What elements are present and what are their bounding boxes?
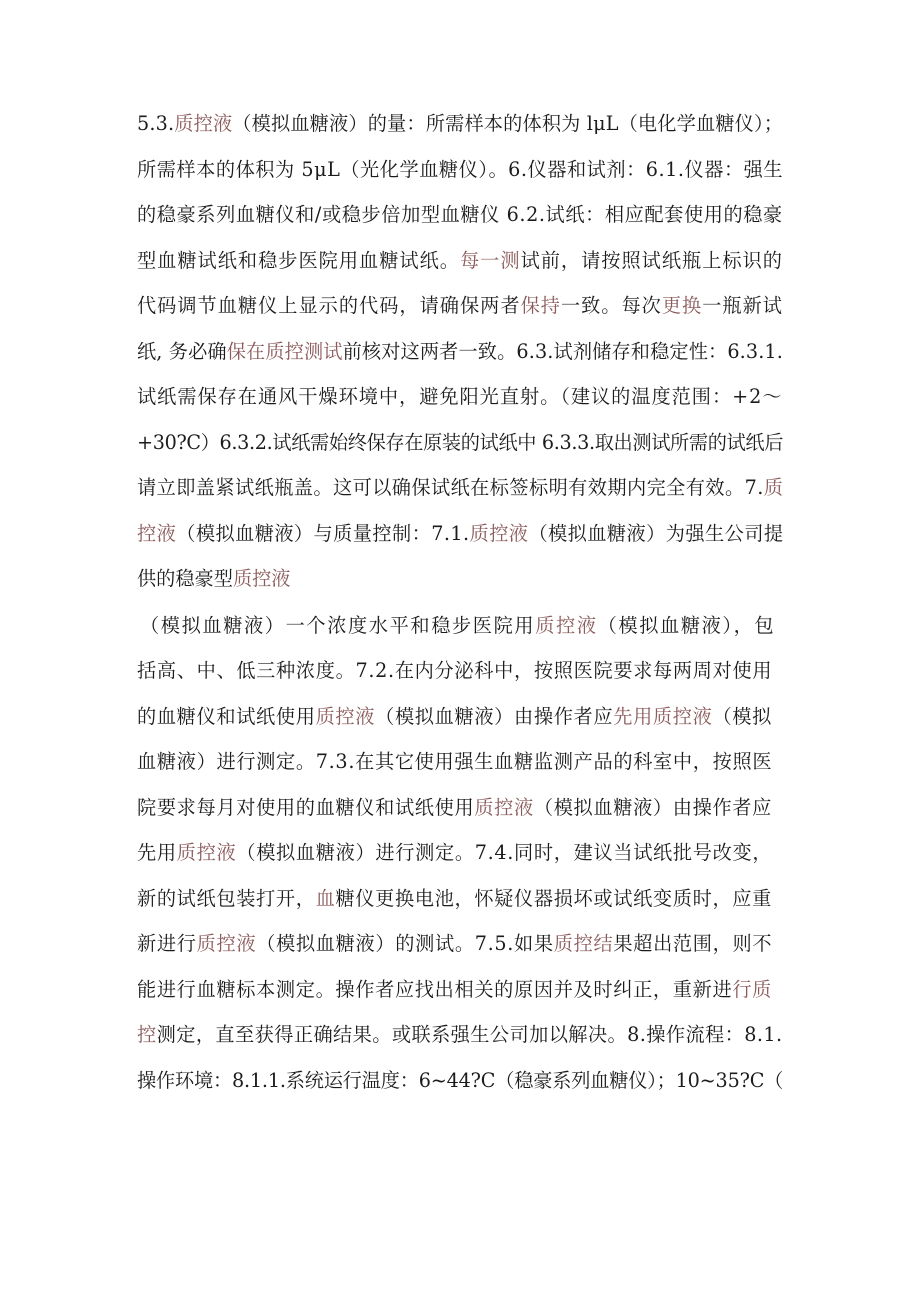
text-segment: 一瓶新试: [702, 294, 783, 317]
highlighted-term: 保持: [520, 294, 561, 317]
text-segment: 操作环境：8.1.1.系统运行温度：6~44?C（稳豪系列血糖仪）；10~35?C（: [137, 1069, 784, 1092]
text-segment: 能进行血糖标本测定。操作者应找出相关的原因并及时纠正，重新进: [137, 978, 733, 1001]
text-segment: 先用: [137, 841, 177, 864]
text-line: [137, 385, 783, 409]
highlighted-term: 行质: [732, 978, 772, 1001]
highlighted-term: 质: [763, 476, 784, 499]
text-segment: 果超出范围，则不: [613, 932, 773, 955]
text-line: [137, 476, 783, 500]
text-line: [137, 340, 783, 364]
highlighted-term: 质控结: [553, 932, 614, 955]
text-segment: 测定，直至获得正确结果。或联系强生公司加以解决。8.操作流程：8.1.: [156, 1023, 783, 1046]
text-segment: 所需样本的体积为 5μL（光化学血糖仪）。6.仪器和试剂：6.1.仪器：强生: [137, 158, 784, 181]
text-line: [137, 112, 783, 136]
highlighted-term: 每一测: [460, 249, 521, 272]
text-segment: 的血糖仪和试纸使用: [137, 705, 316, 728]
text-segment: （模拟血糖液）由操作者应: [533, 796, 772, 819]
text-line: [137, 932, 772, 956]
text-line: [137, 796, 772, 820]
text-segment: 新的试纸包装打开，: [137, 887, 316, 910]
text-segment: 新进行: [137, 932, 197, 955]
text-line: [137, 522, 783, 546]
text-segment: 5.3.: [137, 112, 175, 135]
text-line: [137, 887, 772, 911]
text-segment: 前核对这两者一致。6.3.试剂储存和稳定性：6.3.1.: [342, 340, 783, 363]
text-line: [137, 249, 783, 273]
text-segment: 请立即盖紧试纸瓶盖。这可以确保试纸在标签标明有效期内完全有效。7.: [137, 476, 764, 499]
text-line: [137, 431, 783, 455]
highlighted-term: 保在质控测试: [226, 340, 343, 363]
text-line: [137, 567, 291, 591]
text-segment: 试前，请按照试纸瓶上标识的: [520, 249, 783, 272]
highlighted-term: 控液: [137, 522, 177, 545]
highlighted-term: 质控液: [315, 705, 376, 728]
text-segment: 血糖液）进行测定。7.3.在其它使用强生血糖监测产品的科室中，按照医: [137, 750, 773, 773]
text-line: [137, 841, 772, 865]
text-line: [137, 750, 772, 774]
text-segment: （模拟: [712, 705, 772, 728]
text-segment: 糖仪更换电池，怀疑仪器损坏或试纸变质时，应重: [335, 887, 772, 910]
text-line: [137, 158, 783, 182]
text-segment: （模拟血糖液）由操作者应: [375, 705, 614, 728]
highlighted-term: 控: [137, 1023, 157, 1046]
text-line: [137, 978, 772, 1002]
text-line: [140, 614, 775, 638]
highlighted-term: 质控液: [474, 796, 534, 819]
text-segment: 纸, 务必确: [137, 340, 227, 363]
highlighted-term: 质控液: [174, 112, 233, 135]
text-segment: 的稳豪系列血糖仪和/或稳步倍加型血糖仪 6.2.试纸：相应配套使用的稳豪: [137, 203, 783, 226]
text-line: [137, 203, 783, 227]
text-line: [137, 294, 783, 318]
text-segment: 院要求每月对使用的血糖仪和试纸使用: [137, 796, 475, 819]
text-segment: （模拟血糖液）一个浓度水平和稳步医院用: [140, 614, 536, 637]
text-segment: 括高、中、低三种浓度。7.2.在内分泌科中，按照医院要求每两周对使用: [137, 659, 773, 682]
highlighted-term: 血: [315, 887, 336, 910]
text-segment: 供的稳豪型: [137, 567, 233, 590]
text-segment: （模拟血糖液）与质量控制：7.1.: [176, 522, 470, 545]
highlighted-term: 质控液: [196, 932, 257, 955]
highlighted-term: 更换: [661, 294, 703, 317]
text-segment: 代码调节血糖仪上显示的代码，请确保两者: [137, 294, 521, 317]
text-segment: （模拟血糖液）的量：所需样本的体积为 lμL（电化学血糖仪）；: [232, 112, 784, 135]
text-segment: 型血糖试纸和稳步医院用血糖试纸。: [137, 249, 460, 272]
highlighted-term: 质控液: [232, 567, 291, 590]
text-line: [137, 705, 772, 729]
highlighted-term: 先用质控液: [613, 705, 713, 728]
highlighted-term: 质控液: [469, 522, 529, 545]
text-segment: （模拟血糖液），包: [597, 614, 776, 637]
text-segment: （模拟血糖液）的测试。7.5.如果: [256, 932, 554, 955]
text-segment: 一致。每次: [560, 294, 662, 317]
highlighted-term: 质控液: [535, 614, 598, 637]
text-segment: （模拟血糖液）进行测定。7.4.同时，建议当试纸批号改变，: [236, 841, 773, 864]
text-segment: 试纸需保存在通风干燥环境中，避免阳光直射。（建议的温度范围：+2～: [137, 385, 783, 408]
text-line: [137, 659, 772, 683]
text-segment: +30?C）6.3.2.试纸需始终保存在原装的试纸中 6.3.3.取出测试所需的试纸后: [137, 431, 784, 454]
text-line: [137, 1023, 783, 1047]
text-segment: （模拟血糖液）为强生公司提: [528, 522, 784, 545]
highlighted-term: 质控液: [176, 841, 237, 864]
text-line: [137, 1069, 783, 1093]
